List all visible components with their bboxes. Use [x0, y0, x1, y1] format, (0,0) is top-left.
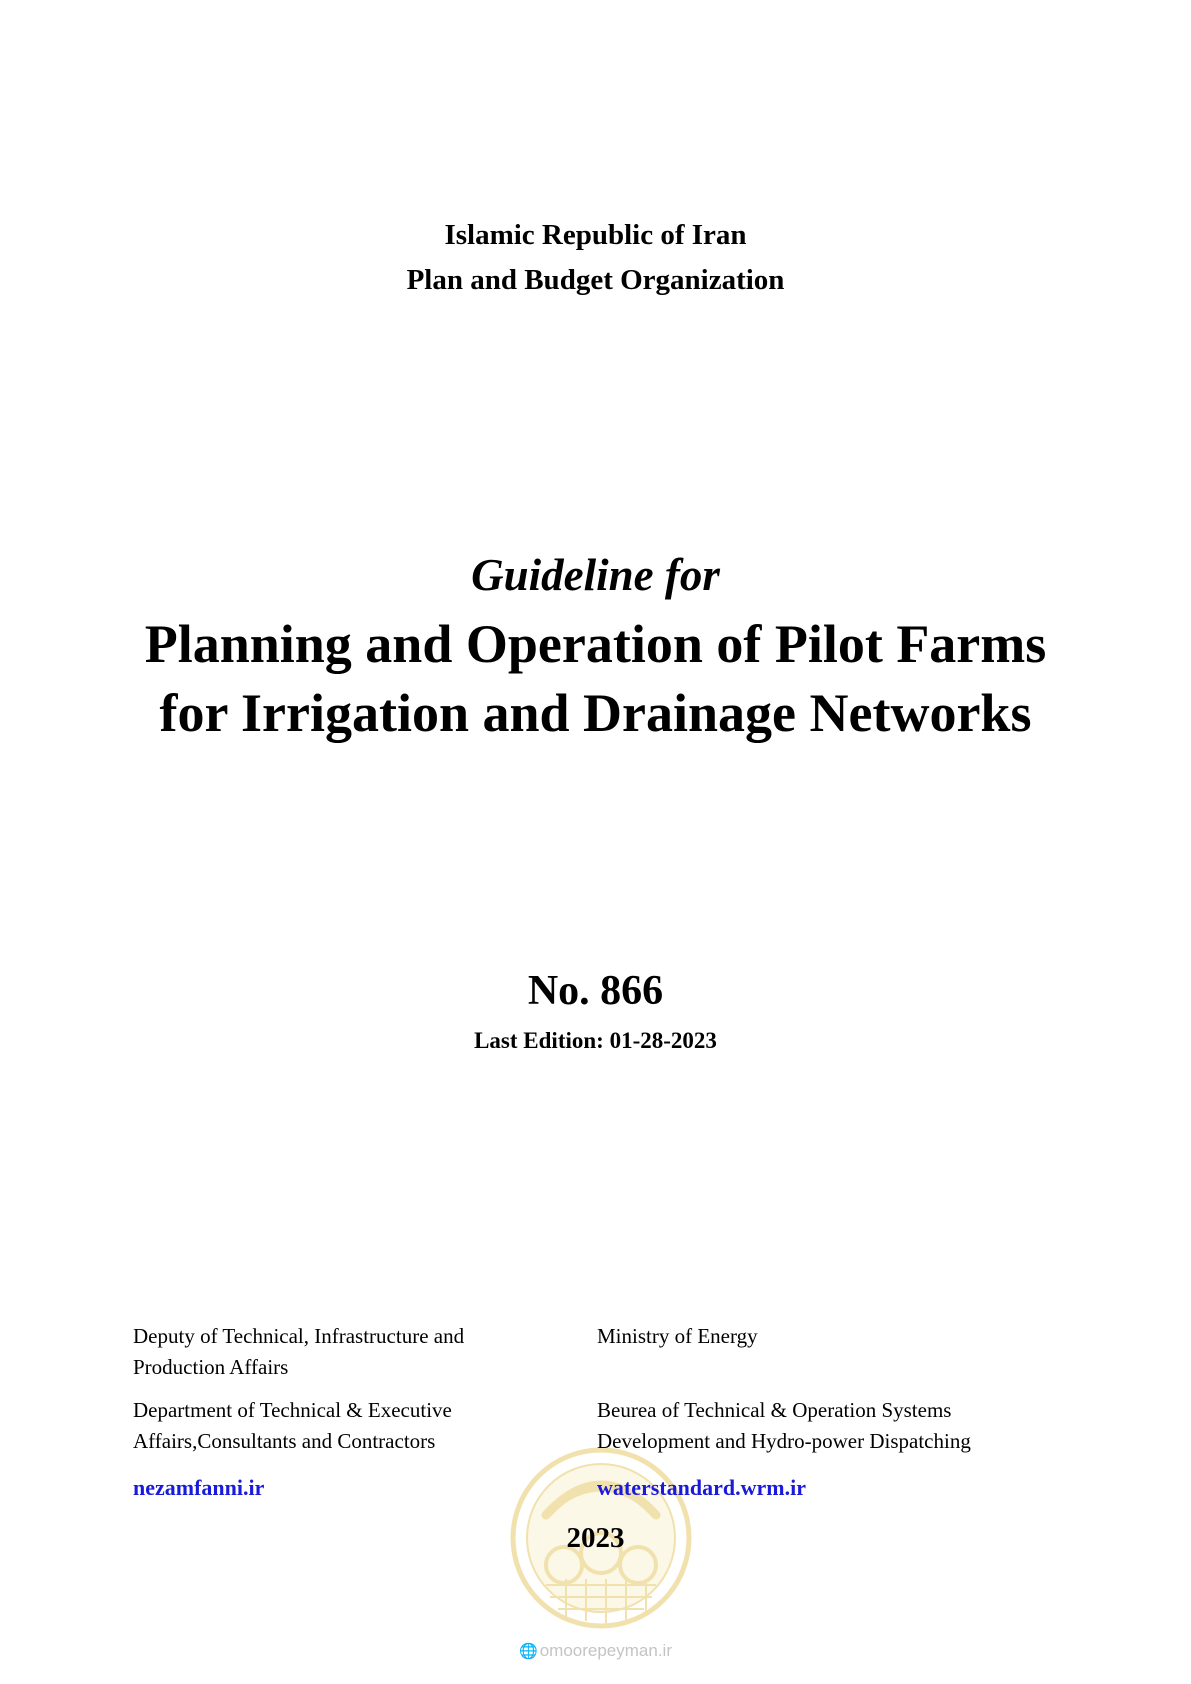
- watermark-url: [0, 1640, 1191, 1663]
- organization-country: Islamic Republic of Iran: [444, 219, 747, 251]
- bureau-line-1: Beurea of Technical & Operation Systems: [597, 1398, 952, 1422]
- bureau-line-2: Development and Hydro-power Dispatching: [597, 1429, 971, 1453]
- document-title-line-1: Planning and Operation of Pilot Farms: [144, 614, 1047, 674]
- nezamfanni-link[interactable]: nezamfanni.ir: [133, 1475, 265, 1500]
- document-title-line-2: for Irrigation and Drainage Networks: [159, 683, 1032, 743]
- title-prefix: Guideline for: [471, 550, 720, 600]
- watermark-url-text: omoorepeyman.ir: [539, 1641, 672, 1660]
- ministry-name: Ministry of Energy: [597, 1324, 758, 1348]
- waterstandard-link[interactable]: waterstandard.wrm.ir: [597, 1475, 806, 1500]
- organization-name: Plan and Budget Organization: [406, 264, 785, 296]
- last-edition-date: Last Edition: 01-28-2023: [474, 1028, 717, 1053]
- department-line-1: Department of Technical & Executive: [133, 1398, 452, 1422]
- publication-year: 2023: [566, 1522, 625, 1554]
- department-line-2: Affairs,Consultants and Contractors: [133, 1429, 436, 1453]
- deputy-line-1: Deputy of Technical, Infrastructure and: [133, 1324, 465, 1348]
- document-number: No. 866: [527, 968, 664, 1014]
- deputy-affairs: [133, 1321, 573, 1383]
- deputy-line-2: Production Affairs: [133, 1355, 289, 1379]
- bureau-name: [597, 1395, 1057, 1457]
- department-affairs: [133, 1395, 573, 1457]
- globe-icon: 🌐: [519, 1643, 538, 1660]
